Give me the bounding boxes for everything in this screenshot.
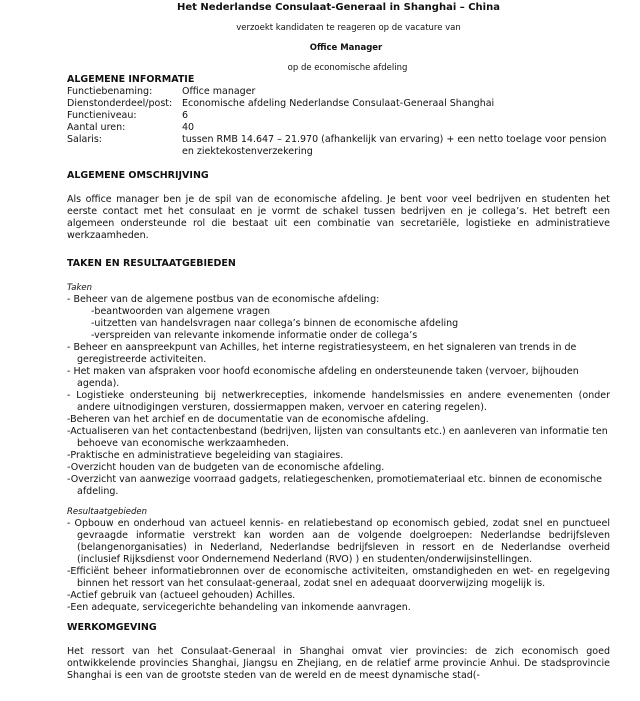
- list-item: -Efficiënt beheer informatiebronnen over de economische activiteiten, omstandigheden en wet- en regelgeving binnen het ressort van het consulaat-generaal, zodat snel en adequaat doorverwijzing mogelijk is.: [67, 566, 610, 589]
- section-heading-environment: WERKOMGEVING: [67, 622, 157, 633]
- tasks-label: Taken: [67, 283, 93, 293]
- task-list: [67, 294, 610, 498]
- info-label: Salaris:: [67, 134, 103, 145]
- list-item: -Actief gebruik van (actueel gehouden) Achilles.: [67, 590, 296, 601]
- list-item: -Overzicht van aanwezige voorraad gadgets, relatiegeschenken, promotiemateriaal etc. binnen de economische afdeling.: [67, 474, 602, 497]
- general-info-table: [67, 86, 610, 158]
- list-item: - Logistieke ondersteuning bij netwerkrecepties, inkomende handelsmissies en andere evenementen (onder andere uitnodigingen versturen, dossiermappen maken, vervoer en catering regelen).: [67, 390, 610, 413]
- info-label: Dienstonderdeel/post:: [67, 98, 173, 109]
- list-subitem: -uitzetten van handelsvragen naar collega’s binnen de economische afdeling: [91, 318, 459, 329]
- info-label: Functieniveau:: [67, 110, 137, 121]
- list-item: -Actualiseren van het contactenbestand (bedrijven, lijsten van consultants etc.) en aanleveren van informatie ten behoeve van economische werkzaamheden.: [67, 426, 608, 449]
- info-value: tussen RMB 14.647 – 21.970 (afhankelijk van ervaring) + een netto toelage voor pension en ziektekostenverzekering: [182, 134, 607, 157]
- info-value: Economische afdeling Nederlandse Consulaat-Generaal Shanghai: [182, 98, 495, 109]
- list-item: - Beheer en aanspreekpunt van Achilles, het interne registratiesysteem, en het signaleren van trends in de geregistreerde activiteiten.: [67, 342, 577, 365]
- list-subitem: -verspreiden van relevante inkomende informatie onder de collega’s: [91, 330, 418, 341]
- results-label: Resultaatgebieden: [67, 507, 148, 517]
- results-list: [67, 518, 610, 614]
- document-page: [0, 2, 610, 701]
- position-title: Office Manager: [309, 43, 383, 53]
- info-value: 40: [182, 122, 195, 133]
- info-value: 6: [182, 110, 189, 121]
- list-subitem: -beantwoorden van algemene vragen: [91, 306, 270, 317]
- info-value: Office manager: [182, 86, 256, 97]
- info-label: Aantal uren:: [67, 122, 126, 133]
- list-item: -Praktische en administratieve begeleiding van stagiaires.: [67, 450, 344, 461]
- list-item: -Een adequate, servicegerichte behandeling van inkomende aanvragen.: [67, 602, 411, 613]
- environment-text: Het ressort van het Consulaat-Generaal in Shanghai omvat vier provincies: de zich economisch goed ontwikkelende provincies Shanghai, Jiangsu en Zhejiang, en de relatief arme provincie Anhui. De stadsprovincie Shanghai is een van de grootste steden van de wereld en de meest dynamische stad(-: [67, 646, 610, 681]
- list-item: - Beheer van de algemene postbus van de economische afdeling:: [67, 294, 380, 305]
- section-heading-general: ALGEMENE INFORMATIE: [67, 74, 195, 85]
- list-item: -Beheren van het archief en de documentatie van de economische afdeling.: [67, 414, 429, 425]
- intro-line: verzoekt kandidaten te reageren op de vacature van: [236, 23, 461, 33]
- info-label: Functiebenaming:: [67, 86, 153, 97]
- department-line: op de economische afdeling: [287, 63, 408, 73]
- section-heading-tasks: TAKEN EN RESULTAATGEBIEDEN: [67, 258, 236, 269]
- document-title: Het Nederlandse Consulaat-Generaal in Shanghai – China: [177, 2, 500, 13]
- description-text: Als office manager ben je de spil van de economische afdeling. Je bent voor veel bedrijven en studenten het eerste contact met het consulaat en je vormt de schakel tussen bedrijven en je collega’s. Het betreft een algemeen ondersteunde rol die bestaat uit een combinatie van secretariële, logistieke en administratieve werkzaamheden.: [67, 194, 610, 241]
- list-item: - Het maken van afspraken voor hoofd economische afdeling en ondersteunende taken (vervoer, bijhouden agenda).: [67, 366, 579, 389]
- list-item: - Opbouw en onderhoud van actueel kennis- en relatiebestand op economisch gebied, zodat snel en punctueel gevraagde informatie verstrekt kan worden aan de volgende doelgroepen: Nederlandse bedrijfsleven (belangenorganisaties) in Nederland, Nederlandse bedrijfsleven in ressort en de Nederlandse overheid (inclusief Rijksdienst voor Ondernemend Nederland (RVO) ) en studenten/onderwijsinstellingen.: [67, 518, 610, 565]
- section-heading-description: ALGEMENE OMSCHRIJVING: [67, 170, 209, 181]
- list-item: -Overzicht houden van de budgeten van de economische afdeling.: [67, 462, 385, 473]
